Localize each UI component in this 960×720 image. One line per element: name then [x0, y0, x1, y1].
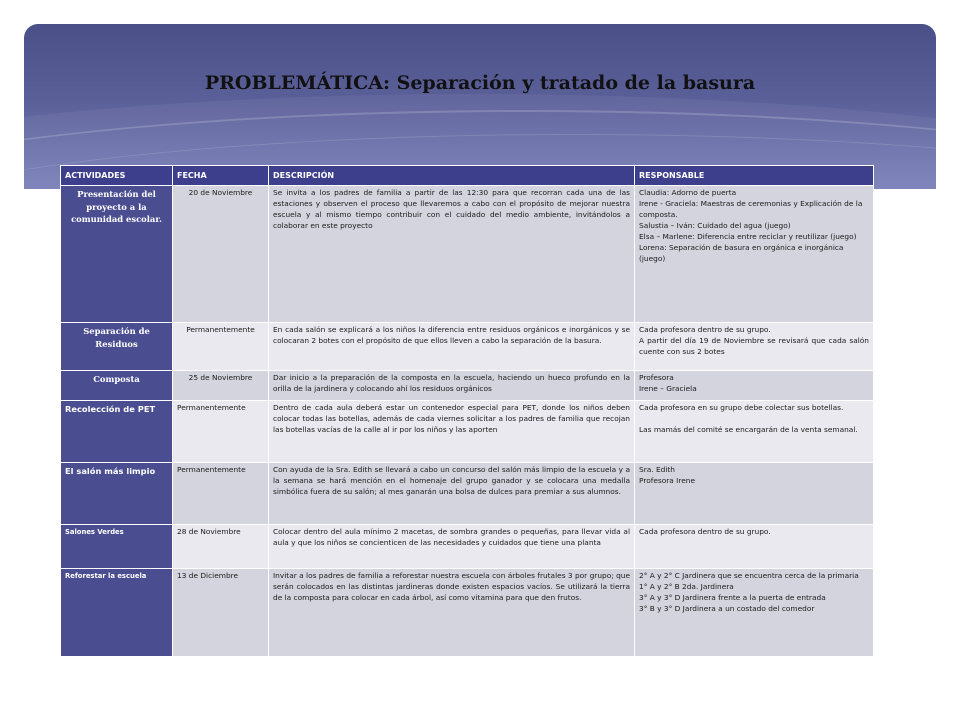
responsible-cell	[635, 371, 874, 401]
slide-title: PROBLEMÁTICA: Separación y tratado de la basura	[204, 72, 756, 94]
activity-cell: El salón más limpio	[61, 463, 173, 525]
description-cell: Colocar dentro del aula mínimo 2 macetas, de sombra grandes o pequeñas, para llevar vida al aula y que los niños se concienticen de las necesidades y cuidados que tiene una planta	[269, 525, 635, 569]
activities-table-container	[60, 165, 873, 657]
responsible-cell	[635, 401, 874, 463]
responsible-line: Profesora Irene	[639, 475, 695, 485]
table-row	[61, 371, 874, 401]
responsible-line: Cada profesora dentro de su grupo.	[639, 527, 771, 536]
activity-cell: Recolección de PET	[61, 401, 173, 463]
table-row	[61, 525, 874, 569]
activity-cell: Reforestar la escuela	[61, 569, 173, 657]
description-cell: Invitar a los padres de familia a reforestar nuestra escuela con árboles frutales 3 por grupo; que serán colocados en las distintas jardineras donde existen espacios vacíos. Se utilizará la tierra de la composta para colocar en cada árbol, así como vitamina para que den frutos.	[269, 569, 635, 657]
responsible-line: Claudia: Adorno de puerta	[639, 188, 737, 197]
responsible-line: Cada profesora dentro de su grupo.	[639, 325, 771, 334]
responsible-line: Profesora	[639, 373, 674, 382]
responsible-line: 3° B y 3° D Jardinera a un costado del comedor	[639, 603, 815, 613]
activity-cell: Presentación del proyecto a la comunidad escolar.	[61, 186, 173, 323]
description-cell: Se invita a los padres de familia a partir de las 12:30 para que recorran cada una de las estaciones y observen el proceso que llevaremos a cabo con el propósito de mejorar nuestra escuela y al mismo tiempo contribuir con el cuidado del medio ambiente, invitándolos a colaborar en este proyecto	[269, 186, 635, 323]
responsible-line: Las mamás del comité se encargarán de la venta semanal.	[639, 424, 858, 434]
description-cell: Con ayuda de la Sra. Edith se llevará a cabo un concurso del salón más limpio de la escuela y a la semana se hará mención en el homenaje del grupo ganador y se colocara una medalla simbólica fuera de su salón; al mes ganarán una bolsa de dulces para premiar a sus alumnos.	[269, 463, 635, 525]
responsible-line: A partir del día 19 de Noviembre se revisará que cada salón cuente con sus 2 botes	[639, 335, 869, 356]
responsible-line: Irene – Graciela	[639, 383, 697, 393]
responsible-line: Lorena: Separación de basura en orgánica e inorgánica (juego)	[639, 242, 844, 263]
responsible-cell	[635, 323, 874, 371]
date-cell: 28 de Noviembre	[173, 525, 269, 569]
date-cell: 20 de Noviembre	[173, 186, 269, 323]
table-row	[61, 569, 874, 657]
date-cell: Permanentemente	[173, 323, 269, 371]
table-row	[61, 463, 874, 525]
column-header-actividades: ACTIVIDADES	[61, 166, 173, 186]
responsible-line: 2° A y 2° C Jardinera que se encuentra cerca de la primaria	[639, 571, 859, 580]
date-cell: Permanentemente	[173, 401, 269, 463]
responsible-cell	[635, 525, 874, 569]
responsible-line: 3° A y 3° D Jardinera frente a la puerta de entrada	[639, 592, 826, 602]
description-cell: Dentro de cada aula deberá estar un contenedor especial para PET, donde los niños deben colocar todas las botellas, además de cada viernes solicitar a los padres de familia que recojan las botellas vacías de la calle al ir por los niños y las aporten	[269, 401, 635, 463]
responsible-line: Sra. Edith	[639, 465, 675, 474]
table-row	[61, 323, 874, 371]
table-header-row	[61, 166, 874, 186]
table-row	[61, 401, 874, 463]
activity-cell: Salones Verdes	[61, 525, 173, 569]
responsible-line	[639, 414, 869, 425]
activity-cell: Composta	[61, 371, 173, 401]
date-cell: 25 de Noviembre	[173, 371, 269, 401]
responsible-line: Cada profesora en su grupo debe colectar sus botellas.	[639, 403, 844, 412]
responsible-line: Elsa – Marlene: Diferencia entre reciclar y reutilizar (juego)	[639, 231, 857, 241]
date-cell: 13 de Diciembre	[173, 569, 269, 657]
responsible-cell	[635, 463, 874, 525]
responsible-cell	[635, 569, 874, 657]
responsible-line: 1° A y 2° B 2da. Jardinera	[639, 581, 734, 591]
column-header-fecha: FECHA	[173, 166, 269, 186]
description-cell: En cada salón se explicará a los niños la diferencia entre residuos orgánicos e inorgánicos y se colocaran 2 botes con el propósito de que ellos lleven a cabo la separación de la basura.	[269, 323, 635, 371]
activity-cell: Separación de Residuos	[61, 323, 173, 371]
activities-table	[60, 165, 874, 657]
table-row	[61, 186, 874, 323]
description-cell: Dar inicio a la preparación de la composta en la escuela, haciendo un hueco profundo en la orilla de la jardinera y colocando ahí los residuos orgánicos	[269, 371, 635, 401]
responsible-line: Irene - Graciela: Maestras de ceremonias y Explicación de la composta.	[639, 198, 863, 219]
column-header-descripcion: DESCRIPCIÓN	[269, 166, 635, 186]
column-header-responsable: RESPONSABLE	[635, 166, 874, 186]
responsible-line: Salustia – Iván: Cuidado del agua (juego)	[639, 220, 791, 230]
date-cell: Permanentemente	[173, 463, 269, 525]
responsible-cell	[635, 186, 874, 323]
